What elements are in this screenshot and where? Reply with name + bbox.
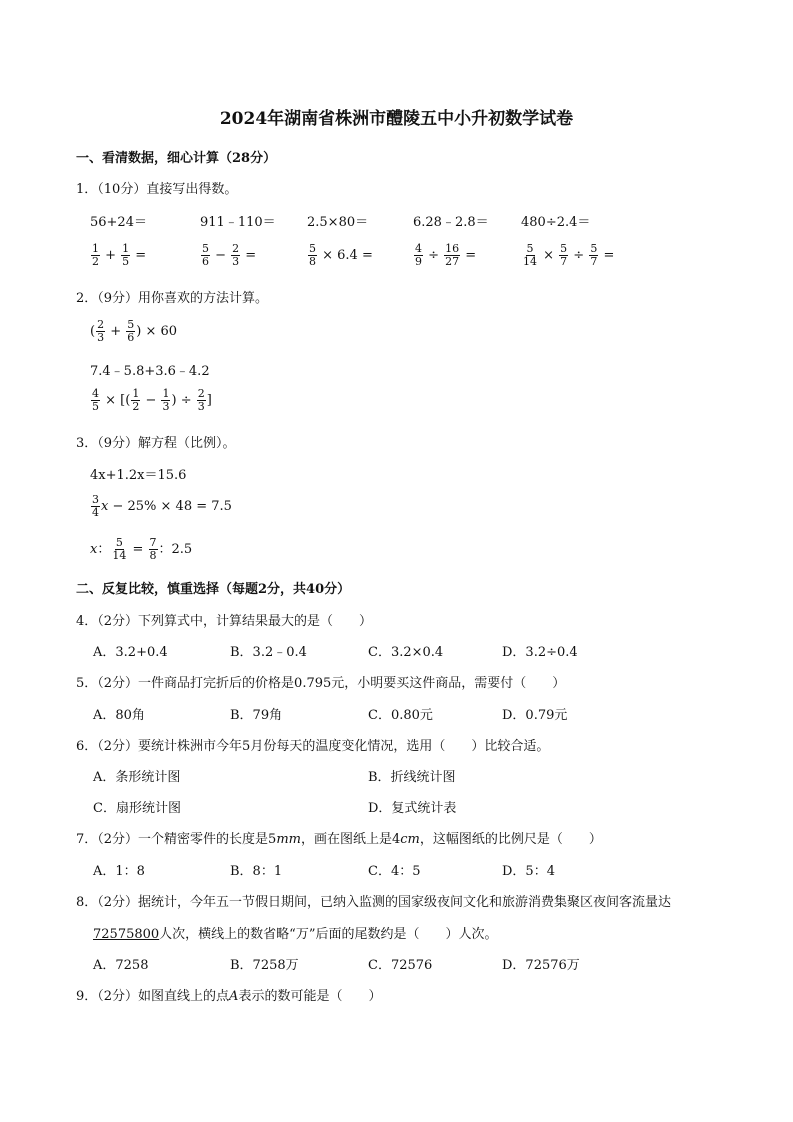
q1-fraction-item: $\frac{5}{6}$ − $\frac{2}{3}$ = bbox=[202, 242, 257, 268]
q3-heading: 3．（9分）解方程（比例）。 bbox=[76, 436, 236, 451]
q1-item: 911﹣110＝ bbox=[200, 215, 276, 230]
section-1-heading: 一、看清数据，细心计算（28分） bbox=[76, 151, 277, 166]
q6-option: A．条形统计图 bbox=[93, 770, 181, 785]
q3-equation-2: $\frac{3}{4}$ x − 25% × 48 = 7.5 bbox=[92, 493, 232, 519]
q6-heading: 6．（2分）要统计株洲市今年5月份每天的温度变化情况，选用（ ）比较合适。 bbox=[76, 739, 550, 754]
q2-expression-3: $\frac{4}{5}$ × [( $\frac{1}{2}$ − $\frac{1}{3}$ ) ÷ $\frac{2}{3}$ ] bbox=[92, 387, 212, 413]
q2-expression-2: 7.4﹣5.8+3.6﹣4.2 bbox=[90, 364, 210, 379]
q6-option: B．折线统计图 bbox=[368, 770, 456, 785]
q7-option: A．1：8 bbox=[93, 864, 145, 879]
q1-fraction-item: $\frac{5}{8}$ × 6.4 = bbox=[309, 242, 373, 268]
q4-heading: 4．（2分）下列算式中，计算结果最大的是（ ） bbox=[76, 614, 373, 629]
q3-equation-3: x： $\frac{5}{14}$ = $\frac{7}{8}$ ：2.5 bbox=[90, 536, 193, 562]
section-2-heading: 二、反复比较，慎重选择（每题2分，共40分） bbox=[76, 582, 351, 597]
q1-item: 480÷2.4＝ bbox=[521, 215, 591, 230]
q4-option: C．3.2×0.4 bbox=[368, 645, 444, 660]
q8-option: C．72576 bbox=[368, 958, 433, 973]
q7-option: C．4：5 bbox=[368, 864, 421, 879]
q3-equation-1: 4x+1.2x＝15.6 bbox=[90, 468, 187, 483]
q5-option: C．0.80元 bbox=[368, 708, 433, 723]
q4-option: D．3.2÷0.4 bbox=[502, 645, 578, 660]
q1-item: 2.5×80＝ bbox=[307, 215, 369, 230]
q5-option: A．80角 bbox=[93, 708, 145, 723]
q1-heading: 1．（10分）直接写出得数。 bbox=[76, 182, 238, 197]
q1-fraction-item: $\frac{5}{14}$ × $\frac{5}{7}$ ÷ $\frac{5}{7}$ = bbox=[523, 242, 615, 268]
q8-option: A．7258 bbox=[93, 958, 149, 973]
page-title: 2024年湖南省株洲市醴陵五中小升初数学试卷 bbox=[219, 109, 574, 129]
q6-option: D．复式统计表 bbox=[368, 801, 457, 816]
q1-fraction-item: $\frac{1}{2}$ + $\frac{1}{5}$ = bbox=[92, 242, 147, 268]
q7-heading: 7．（2分）一个精密零件的长度是5mm，画在图纸上是4cm，这幅图纸的比例尺是（ ） bbox=[76, 832, 602, 847]
q7-option: B．8：1 bbox=[230, 864, 283, 879]
q6-option: C．扇形统计图 bbox=[93, 801, 181, 816]
q1-item: 56+24＝ bbox=[90, 215, 147, 230]
q1-fraction-item: $\frac{4}{9}$ ÷ $\frac{16}{27}$ = bbox=[415, 242, 477, 268]
q8-option: D．72576万 bbox=[502, 958, 580, 973]
q2-expression-1: ( $\frac{2}{3}$ + $\frac{5}{6}$ ) × 60 bbox=[90, 318, 178, 344]
q4-option: A．3.2+0.4 bbox=[93, 645, 168, 660]
q8-heading-continued: 72575800人次，横线上的数省略“万”后面的尾数约是（ ）人次。 bbox=[93, 927, 498, 942]
q1-item: 6.28﹣2.8＝ bbox=[413, 215, 489, 230]
q9-heading: 9．（2分）如图直线上的点A表示的数可能是（ ） bbox=[76, 989, 382, 1004]
q8-option: B．7258万 bbox=[230, 958, 299, 973]
q5-heading: 5．（2分）一件商品打完折后的价格是0.795元，小明要买这件商品，需要付（ ） bbox=[76, 676, 566, 691]
q4-option: B．3.2﹣0.4 bbox=[230, 645, 307, 660]
q2-heading: 2．（9分）用你喜欢的方法计算。 bbox=[76, 291, 269, 306]
q5-option: B．79角 bbox=[230, 708, 283, 723]
q7-option: D．5：4 bbox=[502, 864, 555, 879]
q5-option: D．0.79元 bbox=[502, 708, 568, 723]
q8-heading: 8．（2分）据统计，今年五一节假日期间，已纳入监测的国家级夜间文化和旅游消费集聚区夜间客流量达 bbox=[76, 895, 672, 910]
